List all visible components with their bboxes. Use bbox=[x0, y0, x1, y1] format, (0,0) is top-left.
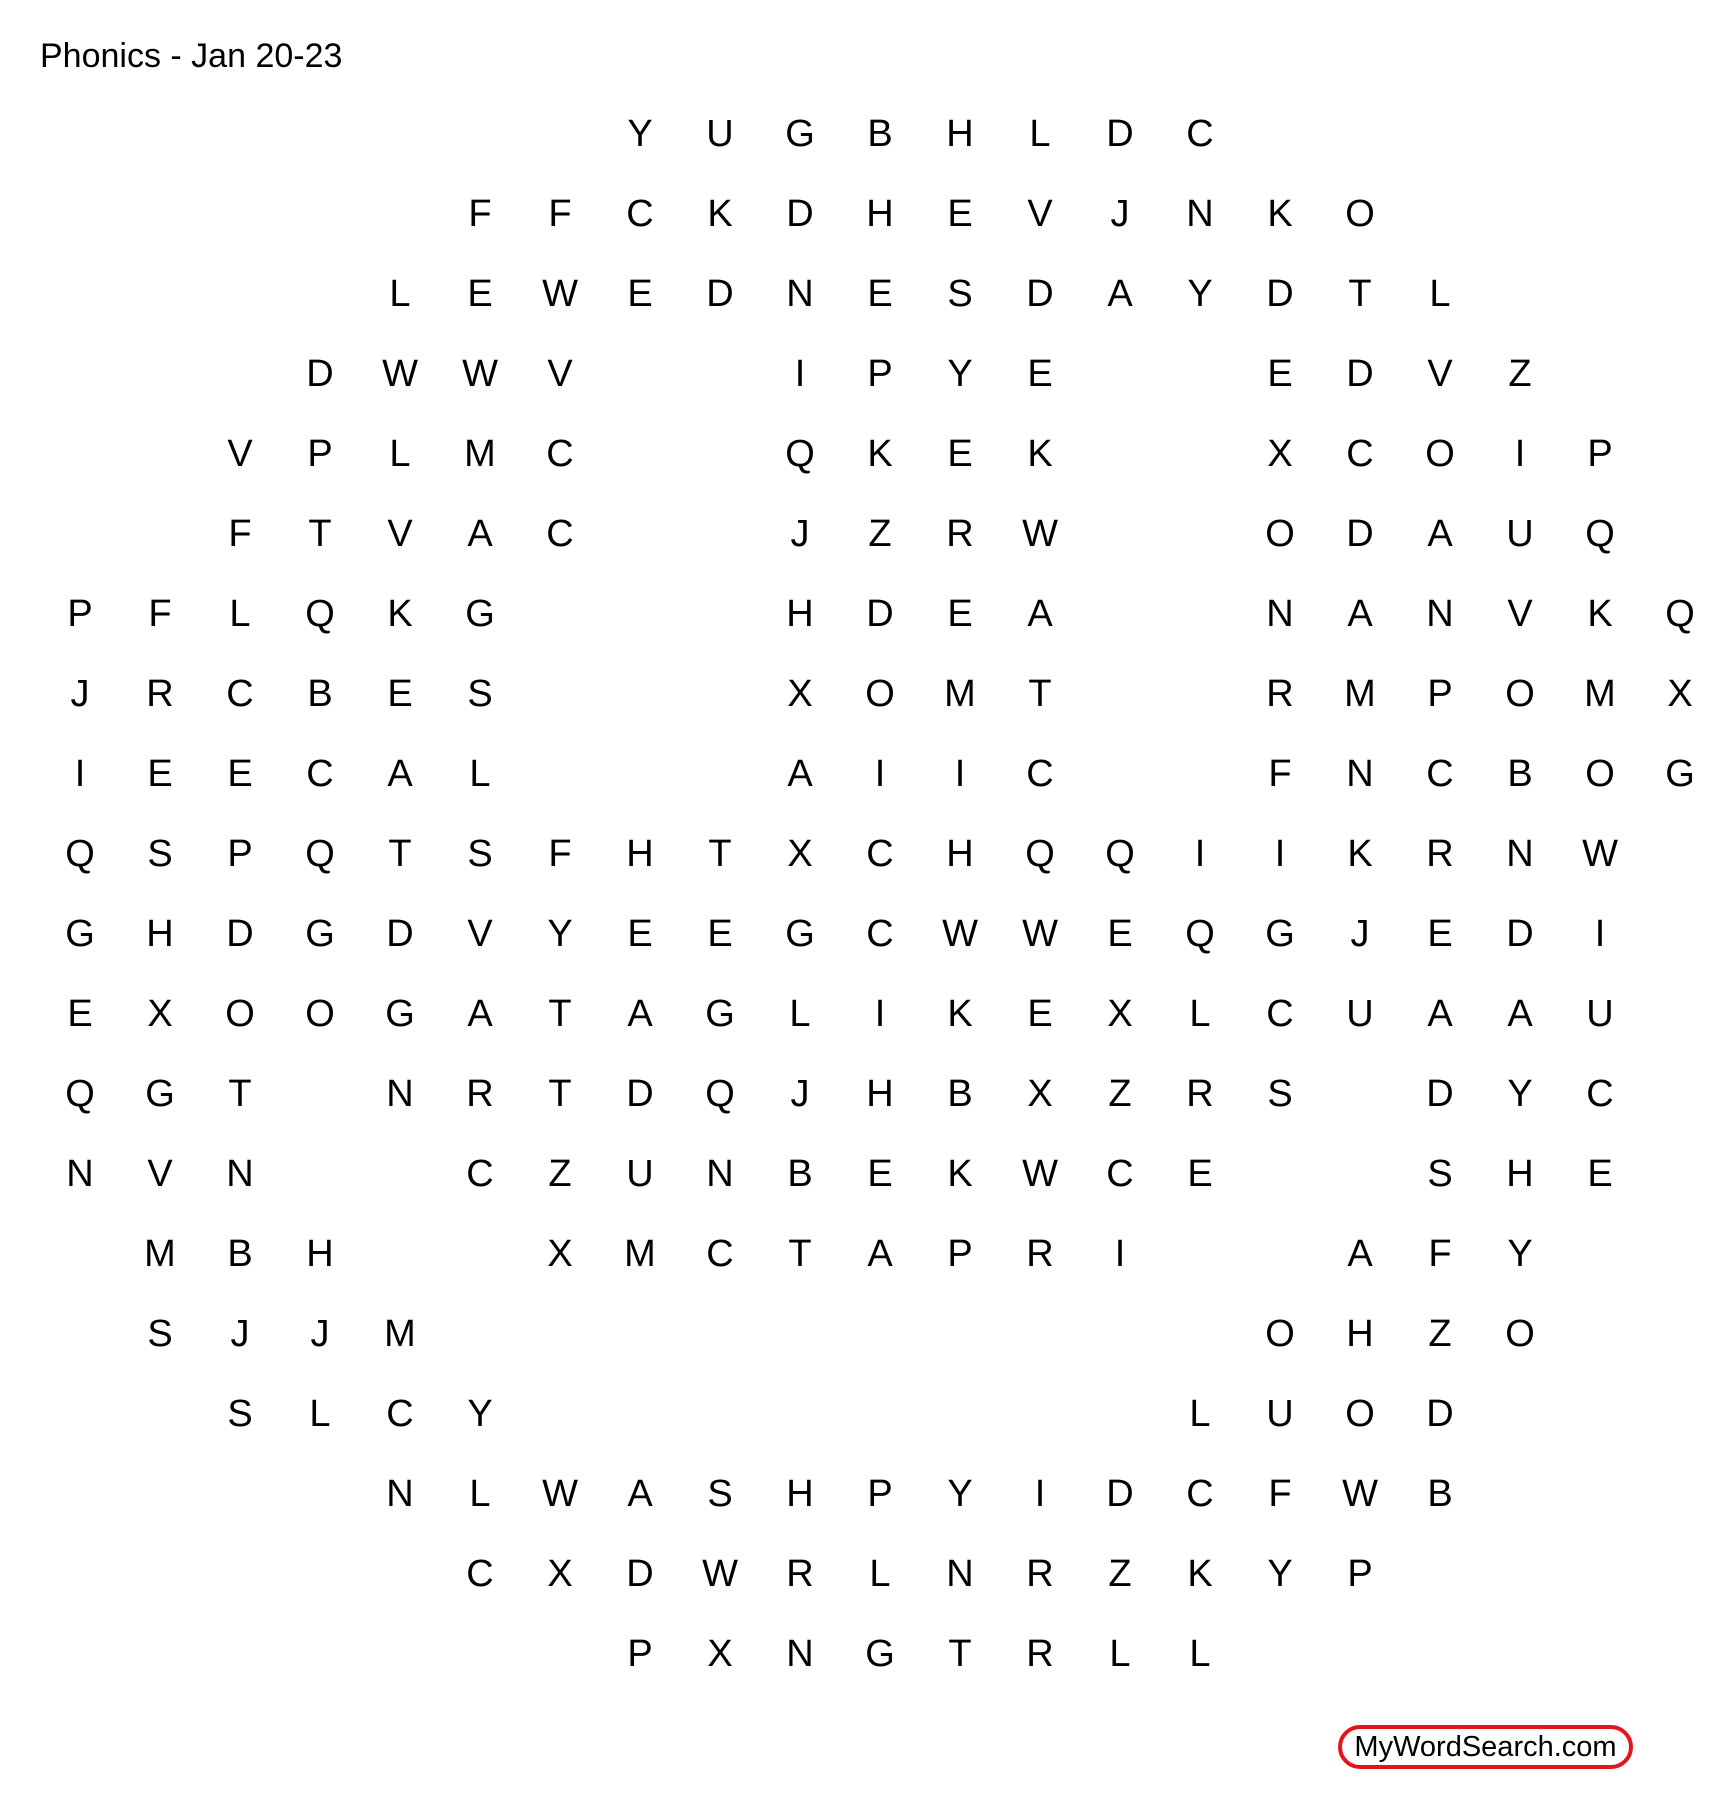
grid-letter[interactable]: I bbox=[1114, 1233, 1126, 1275]
grid-letter[interactable]: G bbox=[305, 913, 335, 955]
grid-letter[interactable]: S bbox=[1267, 1073, 1293, 1115]
grid-letter[interactable]: A bbox=[1347, 1233, 1373, 1275]
grid-letter[interactable]: A bbox=[787, 753, 813, 795]
grid-letter[interactable]: G bbox=[705, 993, 735, 1035]
grid-letter[interactable]: T bbox=[788, 1233, 812, 1275]
grid-letter[interactable]: L bbox=[1189, 993, 1211, 1035]
grid-letter[interactable]: S bbox=[467, 673, 493, 715]
grid-letter[interactable]: P bbox=[307, 433, 333, 475]
grid-letter[interactable]: R bbox=[1426, 833, 1454, 875]
grid-letter[interactable]: Y bbox=[1507, 1233, 1533, 1275]
grid-letter[interactable]: K bbox=[1187, 1553, 1213, 1595]
grid-letter[interactable]: O bbox=[305, 993, 335, 1035]
grid-letter[interactable]: S bbox=[147, 1313, 173, 1355]
grid-letter[interactable]: O bbox=[1505, 1313, 1535, 1355]
grid-letter[interactable]: I bbox=[1194, 833, 1206, 875]
grid-letter[interactable]: M bbox=[944, 673, 976, 715]
grid-letter[interactable]: G bbox=[865, 1633, 895, 1675]
grid-letter[interactable]: E bbox=[627, 913, 653, 955]
grid-letter[interactable]: N bbox=[226, 1153, 254, 1195]
grid-letter[interactable]: E bbox=[947, 593, 973, 635]
grid-letter[interactable]: T bbox=[948, 1633, 972, 1675]
grid-letter[interactable]: R bbox=[946, 513, 974, 555]
grid-letter[interactable]: E bbox=[627, 273, 653, 315]
grid-letter[interactable]: U bbox=[1266, 1393, 1294, 1435]
grid-letter[interactable]: I bbox=[954, 753, 966, 795]
grid-letter[interactable]: F bbox=[228, 513, 252, 555]
grid-letter[interactable]: X bbox=[1267, 433, 1293, 475]
puzzle-title: Phonics - Jan 20-23 bbox=[40, 37, 343, 75]
grid-letter[interactable]: O bbox=[1345, 1393, 1375, 1435]
grid-letter[interactable]: R bbox=[786, 1553, 814, 1595]
grid-letter[interactable]: Y bbox=[947, 1473, 973, 1515]
grid-letter[interactable]: K bbox=[387, 593, 413, 635]
grid-letter[interactable]: C bbox=[1026, 753, 1054, 795]
grid-letter[interactable]: E bbox=[1027, 353, 1053, 395]
grid-letter[interactable]: Y bbox=[1187, 273, 1213, 315]
grid-letter[interactable]: Z bbox=[1508, 353, 1532, 395]
grid-letter[interactable]: W bbox=[1022, 1153, 1058, 1195]
grid-letter[interactable]: O bbox=[1425, 433, 1455, 475]
grid-letter[interactable]: N bbox=[66, 1153, 94, 1195]
grid-letter[interactable]: K bbox=[1267, 193, 1293, 235]
grid-letter[interactable]: C bbox=[1266, 993, 1294, 1035]
grid-letter[interactable]: G bbox=[785, 113, 815, 155]
grid-letter[interactable]: R bbox=[1186, 1073, 1214, 1115]
grid-letter[interactable]: Q bbox=[305, 593, 335, 635]
grid-letter[interactable]: D bbox=[1106, 113, 1134, 155]
grid-letter[interactable]: U bbox=[1346, 993, 1374, 1035]
grid-letter[interactable]: V bbox=[1507, 593, 1533, 635]
grid-letter[interactable]: V bbox=[467, 913, 493, 955]
grid-letter[interactable]: C bbox=[1586, 1073, 1614, 1115]
grid-letter[interactable]: Q bbox=[65, 1073, 95, 1115]
grid-letter[interactable]: O bbox=[1505, 673, 1535, 715]
grid-letter[interactable]: V bbox=[1427, 353, 1453, 395]
grid-letter[interactable]: T bbox=[308, 513, 332, 555]
grid-letter[interactable]: L bbox=[389, 273, 411, 315]
grid-letter[interactable]: D bbox=[706, 273, 734, 315]
grid-letter[interactable]: D bbox=[386, 913, 414, 955]
grid-letter[interactable]: I bbox=[1514, 433, 1526, 475]
grid-letter[interactable]: M bbox=[384, 1313, 416, 1355]
grid-letter[interactable]: C bbox=[546, 513, 574, 555]
grid-letter[interactable]: O bbox=[1585, 753, 1615, 795]
grid-letter[interactable]: Q bbox=[1105, 833, 1135, 875]
grid-letter[interactable]: T bbox=[548, 1073, 572, 1115]
grid-letter[interactable]: P bbox=[227, 833, 253, 875]
grid-letter[interactable]: Q bbox=[65, 833, 95, 875]
grid-letter[interactable]: U bbox=[626, 1153, 654, 1195]
grid-letter[interactable]: L bbox=[869, 1553, 891, 1595]
grid-letter[interactable]: F bbox=[548, 193, 572, 235]
grid-letter[interactable]: R bbox=[1026, 1633, 1054, 1675]
grid-letter[interactable]: T bbox=[1348, 273, 1372, 315]
grid-letter[interactable]: L bbox=[469, 1473, 491, 1515]
grid-letter[interactable]: L bbox=[309, 1393, 331, 1435]
grid-letter[interactable]: R bbox=[1026, 1233, 1054, 1275]
grid-letter[interactable]: D bbox=[626, 1553, 654, 1595]
grid-letter[interactable]: C bbox=[866, 913, 894, 955]
grid-letter[interactable]: K bbox=[707, 193, 733, 235]
grid-letter[interactable]: C bbox=[466, 1553, 494, 1595]
grid-letter[interactable]: X bbox=[707, 1633, 733, 1675]
grid-letter[interactable]: I bbox=[874, 993, 886, 1035]
grid-letter[interactable]: I bbox=[74, 753, 86, 795]
grid-letter[interactable]: E bbox=[1107, 913, 1133, 955]
grid-letter[interactable]: E bbox=[947, 193, 973, 235]
grid-letter[interactable]: P bbox=[67, 593, 93, 635]
grid-letter[interactable]: H bbox=[626, 833, 654, 875]
grid-letter[interactable]: K bbox=[1027, 433, 1053, 475]
grid-letter[interactable]: K bbox=[947, 1153, 973, 1195]
grid-letter[interactable]: F bbox=[1268, 753, 1292, 795]
grid-letter[interactable]: K bbox=[1587, 593, 1613, 635]
grid-letter[interactable]: S bbox=[1427, 1153, 1453, 1195]
grid-letter[interactable]: C bbox=[706, 1233, 734, 1275]
grid-letter[interactable]: M bbox=[464, 433, 496, 475]
grid-letter[interactable]: X bbox=[1667, 673, 1693, 715]
grid-letter[interactable]: H bbox=[146, 913, 174, 955]
grid-letter[interactable]: Q bbox=[785, 433, 815, 475]
grid-letter[interactable]: S bbox=[707, 1473, 733, 1515]
grid-letter[interactable]: M bbox=[624, 1233, 656, 1275]
grid-letter[interactable]: H bbox=[1506, 1153, 1534, 1195]
grid-letter[interactable]: A bbox=[1027, 593, 1053, 635]
grid-letter[interactable]: E bbox=[1187, 1153, 1213, 1195]
grid-letter[interactable]: N bbox=[386, 1473, 414, 1515]
grid-letter[interactable]: D bbox=[306, 353, 334, 395]
grid-letter[interactable]: X bbox=[547, 1233, 573, 1275]
grid-letter[interactable]: C bbox=[1186, 113, 1214, 155]
grid-letter[interactable]: Y bbox=[947, 353, 973, 395]
grid-letter[interactable]: Q bbox=[1185, 913, 1215, 955]
grid-letter[interactable]: W bbox=[542, 273, 578, 315]
grid-letter[interactable]: D bbox=[626, 1073, 654, 1115]
grid-letter[interactable]: I bbox=[1034, 1473, 1046, 1515]
grid-letter[interactable]: S bbox=[147, 833, 173, 875]
grid-letter[interactable]: A bbox=[1347, 593, 1373, 635]
grid-letter[interactable]: W bbox=[382, 353, 418, 395]
grid-letter[interactable]: K bbox=[947, 993, 973, 1035]
grid-letter[interactable]: Q bbox=[1025, 833, 1055, 875]
grid-letter[interactable]: K bbox=[1347, 833, 1373, 875]
grid-letter[interactable]: N bbox=[1426, 593, 1454, 635]
grid-letter[interactable]: C bbox=[226, 673, 254, 715]
grid-letter[interactable]: Y bbox=[467, 1393, 493, 1435]
grid-letter[interactable]: B bbox=[307, 673, 333, 715]
grid-letter[interactable]: C bbox=[546, 433, 574, 475]
grid-letter[interactable]: D bbox=[1106, 1473, 1134, 1515]
grid-letter[interactable]: C bbox=[626, 193, 654, 235]
grid-letter[interactable]: V bbox=[147, 1153, 173, 1195]
grid-letter[interactable]: W bbox=[1582, 833, 1618, 875]
grid-letter[interactable]: L bbox=[1029, 113, 1051, 155]
grid-letter[interactable]: H bbox=[946, 833, 974, 875]
grid-letter[interactable]: S bbox=[467, 833, 493, 875]
grid-letter[interactable]: J bbox=[1110, 193, 1130, 235]
grid-letter[interactable]: J bbox=[310, 1313, 330, 1355]
grid-letter[interactable]: J bbox=[70, 673, 90, 715]
grid-letter[interactable]: I bbox=[794, 353, 806, 395]
grid-letter[interactable]: Z bbox=[1108, 1553, 1132, 1595]
grid-letter[interactable]: G bbox=[385, 993, 415, 1035]
grid-letter[interactable]: F bbox=[548, 833, 572, 875]
grid-letter[interactable]: B bbox=[867, 113, 893, 155]
grid-letter[interactable]: N bbox=[946, 1553, 974, 1595]
grid-letter[interactable]: C bbox=[1426, 753, 1454, 795]
grid-letter[interactable]: M bbox=[1584, 673, 1616, 715]
grid-letter[interactable]: E bbox=[387, 673, 413, 715]
grid-letter[interactable]: W bbox=[1022, 913, 1058, 955]
grid-letter[interactable]: Z bbox=[1428, 1313, 1452, 1355]
grid-letter[interactable]: E bbox=[867, 1153, 893, 1195]
grid-letter[interactable]: W bbox=[1022, 513, 1058, 555]
grid-letter[interactable]: O bbox=[1265, 513, 1295, 555]
grid-letter[interactable]: X bbox=[1027, 1073, 1053, 1115]
grid-letter[interactable]: N bbox=[786, 273, 814, 315]
grid-letter[interactable]: T bbox=[1028, 673, 1052, 715]
grid-letter[interactable]: V bbox=[387, 513, 413, 555]
grid-letter[interactable]: H bbox=[866, 1073, 894, 1115]
grid-letter[interactable]: B bbox=[227, 1233, 253, 1275]
grid-letter[interactable]: A bbox=[627, 993, 653, 1035]
grid-letter[interactable]: N bbox=[386, 1073, 414, 1115]
grid-letter[interactable]: P bbox=[627, 1633, 653, 1675]
grid-letter[interactable]: I bbox=[1594, 913, 1606, 955]
grid-letter[interactable]: O bbox=[865, 673, 895, 715]
grid-letter[interactable]: I bbox=[1274, 833, 1286, 875]
grid-letter[interactable]: N bbox=[1346, 753, 1374, 795]
grid-letter[interactable]: A bbox=[627, 1473, 653, 1515]
grid-letter[interactable]: V bbox=[547, 353, 573, 395]
grid-letter[interactable]: W bbox=[702, 1553, 738, 1595]
grid-letter[interactable]: J bbox=[790, 513, 810, 555]
grid-letter[interactable]: U bbox=[706, 113, 734, 155]
grid-letter[interactable]: A bbox=[1427, 513, 1453, 555]
grid-letter[interactable]: R bbox=[466, 1073, 494, 1115]
grid-letter[interactable]: L bbox=[389, 433, 411, 475]
grid-letter[interactable]: Z bbox=[1108, 1073, 1132, 1115]
grid-letter[interactable]: N bbox=[786, 1633, 814, 1675]
grid-letter[interactable]: X bbox=[787, 673, 813, 715]
grid-letter[interactable]: K bbox=[867, 433, 893, 475]
grid-letter[interactable]: D bbox=[226, 913, 254, 955]
grid-letter[interactable]: C bbox=[386, 1393, 414, 1435]
grid-letter[interactable]: N bbox=[1506, 833, 1534, 875]
grid-letter[interactable]: E bbox=[707, 913, 733, 955]
grid-letter[interactable]: A bbox=[467, 993, 493, 1035]
grid-letter[interactable]: A bbox=[387, 753, 413, 795]
grid-letter[interactable]: C bbox=[1106, 1153, 1134, 1195]
grid-letter[interactable]: H bbox=[786, 593, 814, 635]
grid-letter[interactable]: Z bbox=[868, 513, 892, 555]
grid-letter[interactable]: X bbox=[147, 993, 173, 1035]
grid-letter[interactable]: J bbox=[1350, 913, 1370, 955]
grid-letter[interactable]: Z bbox=[548, 1153, 572, 1195]
grid-letter[interactable]: D bbox=[786, 193, 814, 235]
grid-letter[interactable]: P bbox=[1347, 1553, 1373, 1595]
grid-letter[interactable]: B bbox=[1507, 753, 1533, 795]
grid-letter[interactable]: V bbox=[227, 433, 253, 475]
grid-letter[interactable]: Y bbox=[627, 113, 653, 155]
grid-letter[interactable]: J bbox=[790, 1073, 810, 1115]
grid-letter[interactable]: T bbox=[228, 1073, 252, 1115]
grid-letter[interactable]: Y bbox=[1267, 1553, 1293, 1595]
grid-letter[interactable]: F bbox=[1428, 1233, 1452, 1275]
grid-letter[interactable]: E bbox=[1587, 1153, 1613, 1195]
grid-letter[interactable]: Q bbox=[1585, 513, 1615, 555]
grid-letter[interactable]: H bbox=[946, 113, 974, 155]
grid-letter[interactable]: N bbox=[706, 1153, 734, 1195]
grid-letter[interactable]: G bbox=[145, 1073, 175, 1115]
grid-letter[interactable]: E bbox=[867, 273, 893, 315]
grid-letter[interactable]: P bbox=[867, 1473, 893, 1515]
grid-letter[interactable]: A bbox=[1107, 273, 1133, 315]
grid-letter[interactable]: W bbox=[462, 353, 498, 395]
grid-letter[interactable]: D bbox=[1266, 273, 1294, 315]
grid-letter[interactable]: P bbox=[1587, 433, 1613, 475]
grid-letter[interactable]: C bbox=[866, 833, 894, 875]
grid-letter[interactable]: L bbox=[1189, 1633, 1211, 1675]
grid-letter[interactable]: E bbox=[467, 273, 493, 315]
grid-letter[interactable]: G bbox=[1265, 913, 1295, 955]
grid-letter[interactable]: B bbox=[1427, 1473, 1453, 1515]
grid-letter[interactable]: B bbox=[947, 1073, 973, 1115]
grid-letter[interactable]: G bbox=[65, 913, 95, 955]
grid-letter[interactable]: T bbox=[548, 993, 572, 1035]
grid-letter[interactable]: L bbox=[1189, 1393, 1211, 1435]
grid-letter[interactable]: Y bbox=[1507, 1073, 1533, 1115]
grid-letter[interactable]: L bbox=[1109, 1633, 1131, 1675]
grid-letter[interactable]: G bbox=[785, 913, 815, 955]
grid-letter[interactable]: T bbox=[708, 833, 732, 875]
grid-letter[interactable]: L bbox=[229, 593, 251, 635]
grid-letter[interactable]: Q bbox=[305, 833, 335, 875]
grid-letter[interactable]: O bbox=[225, 993, 255, 1035]
grid-letter[interactable]: E bbox=[147, 753, 173, 795]
brand-badge[interactable]: MyWordSearch.com bbox=[1338, 1725, 1633, 1769]
grid-letter[interactable]: R bbox=[1266, 673, 1294, 715]
grid-letter[interactable]: F bbox=[1268, 1473, 1292, 1515]
grid-letter[interactable]: C bbox=[306, 753, 334, 795]
grid-letter[interactable]: D bbox=[1346, 353, 1374, 395]
grid-letter[interactable]: D bbox=[1506, 913, 1534, 955]
grid-letter[interactable]: D bbox=[1426, 1073, 1454, 1115]
grid-letter[interactable]: W bbox=[542, 1473, 578, 1515]
grid-letter[interactable]: H bbox=[866, 193, 894, 235]
grid-letter[interactable]: D bbox=[1026, 273, 1054, 315]
grid-letter[interactable]: G bbox=[1665, 753, 1695, 795]
grid-letter[interactable]: H bbox=[786, 1473, 814, 1515]
grid-letter[interactable]: R bbox=[1026, 1553, 1054, 1595]
grid-letter[interactable]: A bbox=[867, 1233, 893, 1275]
grid-letter[interactable]: V bbox=[1027, 193, 1053, 235]
grid-letter[interactable]: T bbox=[388, 833, 412, 875]
grid-letter[interactable]: R bbox=[146, 673, 174, 715]
grid-letter[interactable]: X bbox=[1107, 993, 1133, 1035]
grid-letter[interactable]: U bbox=[1506, 513, 1534, 555]
grid-letter[interactable]: E bbox=[67, 993, 93, 1035]
grid-letter[interactable]: C bbox=[466, 1153, 494, 1195]
grid-letter[interactable]: H bbox=[306, 1233, 334, 1275]
grid-letter[interactable]: L bbox=[789, 993, 811, 1035]
grid-letter[interactable]: Q bbox=[705, 1073, 735, 1115]
grid-letter[interactable]: M bbox=[144, 1233, 176, 1275]
grid-letter[interactable]: P bbox=[1427, 673, 1453, 715]
grid-letter[interactable]: A bbox=[1427, 993, 1453, 1035]
grid-letter[interactable]: D bbox=[866, 593, 894, 635]
grid-letter[interactable]: J bbox=[230, 1313, 250, 1355]
grid-letter[interactable]: S bbox=[947, 273, 973, 315]
grid-letter[interactable]: N bbox=[1186, 193, 1214, 235]
grid-letter[interactable]: E bbox=[1267, 353, 1293, 395]
grid-letter[interactable]: M bbox=[1344, 673, 1376, 715]
grid-letter[interactable]: P bbox=[947, 1233, 973, 1275]
grid-letter[interactable]: W bbox=[942, 913, 978, 955]
grid-letter[interactable]: F bbox=[148, 593, 172, 635]
grid-letter[interactable]: E bbox=[1427, 913, 1453, 955]
grid-letter[interactable]: F bbox=[468, 193, 492, 235]
grid-letter[interactable]: L bbox=[1429, 273, 1451, 315]
grid-letter[interactable]: E bbox=[227, 753, 253, 795]
grid-letter[interactable]: A bbox=[467, 513, 493, 555]
grid-letter[interactable]: E bbox=[947, 433, 973, 475]
grid-letter[interactable]: O bbox=[1265, 1313, 1295, 1355]
grid-letter[interactable]: X bbox=[787, 833, 813, 875]
grid-letter[interactable]: N bbox=[1266, 593, 1294, 635]
grid-letter[interactable]: W bbox=[1342, 1473, 1378, 1515]
grid-letter[interactable]: C bbox=[1346, 433, 1374, 475]
grid-letter[interactable]: Q bbox=[1665, 593, 1695, 635]
grid-letter[interactable]: O bbox=[1345, 193, 1375, 235]
grid-letter[interactable]: P bbox=[867, 353, 893, 395]
grid-letter[interactable]: A bbox=[1507, 993, 1533, 1035]
grid-letter[interactable]: G bbox=[465, 593, 495, 635]
grid-letter[interactable]: X bbox=[547, 1553, 573, 1595]
grid-letter[interactable]: D bbox=[1346, 513, 1374, 555]
grid-letter[interactable]: U bbox=[1586, 993, 1614, 1035]
grid-letter[interactable]: L bbox=[469, 753, 491, 795]
grid-letter[interactable]: I bbox=[874, 753, 886, 795]
grid-letter[interactable]: C bbox=[1186, 1473, 1214, 1515]
grid-letter[interactable]: B bbox=[787, 1153, 813, 1195]
grid-letter[interactable]: H bbox=[1346, 1313, 1374, 1355]
grid-letter[interactable]: S bbox=[227, 1393, 253, 1435]
grid-letter[interactable]: E bbox=[1027, 993, 1053, 1035]
grid-letter[interactable]: Y bbox=[547, 913, 573, 955]
grid-letter[interactable]: D bbox=[1426, 1393, 1454, 1435]
